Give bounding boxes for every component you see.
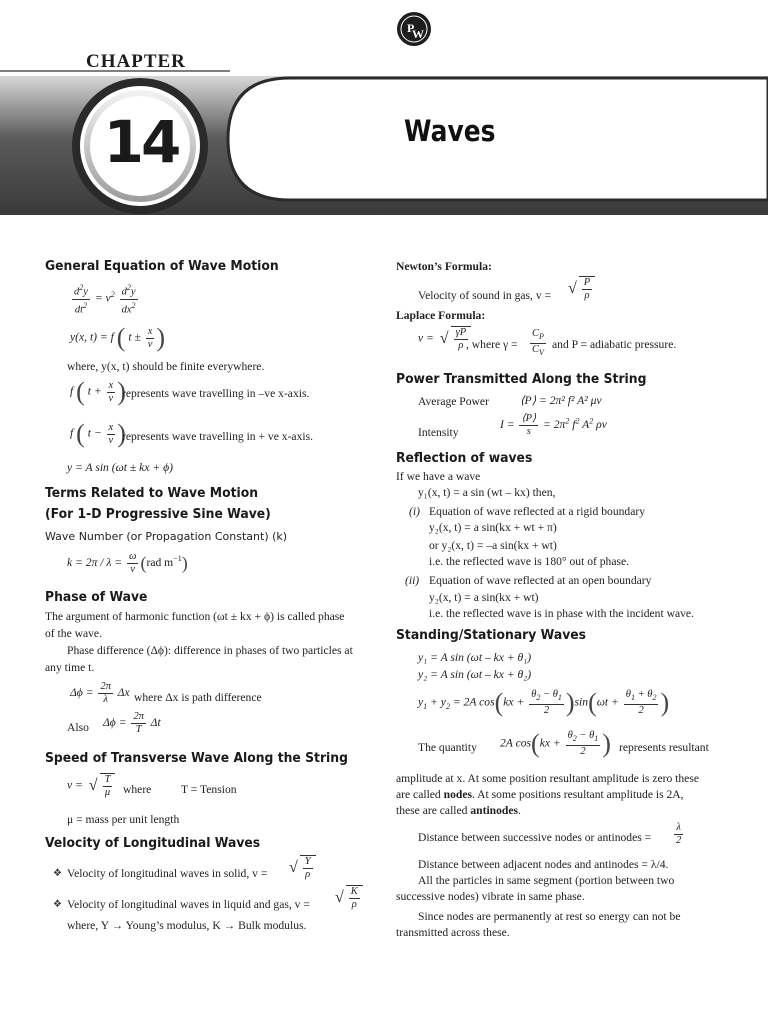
pw-logo-icon xyxy=(396,11,432,47)
text-tension: T = Tension xyxy=(181,783,237,796)
text-adiabatic: and P = adiabatic pressure. xyxy=(552,338,677,351)
text-phase-4: any time t. xyxy=(45,661,95,674)
text-reflect-4: y₂(x, t) = a sin(kx + wt + π) xyxy=(429,521,557,534)
text-path-difference: where Δx is path difference xyxy=(134,691,262,704)
label-wave-number: Wave Number (or Propagation Constant) (k) xyxy=(45,530,288,543)
equation-standing-1: y₁ = A sin (ωt – kx + θ₁) xyxy=(418,651,532,664)
text-reflect-6: i.e. the reflected wave is 180° out of phase. xyxy=(429,555,630,568)
equation-lambda-half: $\frac{\lambda}{2}$ xyxy=(676,822,682,846)
text-pos-direction: represents wave travelling in + ve x-axis. xyxy=(122,430,314,443)
label-average-power: Average Power xyxy=(418,395,489,408)
bullet-icon: ❖ xyxy=(53,899,62,910)
text-long-solid: Velocity of longitudinal waves in solid, v = xyxy=(67,867,268,880)
chapter-number: 14 xyxy=(103,108,179,176)
text-finite: where, y(x, t) should be finite everywhere. xyxy=(67,360,265,373)
text-reflect-9: i.e. the reflected wave is in phase with the incident wave. xyxy=(429,607,694,620)
text-long-liquid: Velocity of longitudinal waves in liquid and gas, v = xyxy=(67,898,310,911)
equation-average-power: ⟨P⟩ = 2π² f² A² μv xyxy=(520,394,602,407)
equation-intensity: I = $\frac{⟨P⟩}{s}$ = $2\pi^2$ $f^2$ $A^2$ ρv xyxy=(500,413,607,437)
text-mu: μ = mass per unit length xyxy=(67,813,180,826)
text-where: where xyxy=(123,783,152,796)
heading-reflection: Reflection of waves xyxy=(396,451,533,466)
equation-yxt: y(x, t) = f ( t ± $\frac{x}{v}$ ) xyxy=(70,323,166,352)
text-reflect-num-1: (i) xyxy=(409,505,420,518)
equation-quantity: 2A cos(kx + $\frac{\theta_2 - \theta_1}{2}$ ) xyxy=(500,729,611,758)
text-para-3: these are called antinodes. xyxy=(396,804,521,817)
text-distance-2: Distance between adjacent nodes and antinodes = λ/4. xyxy=(418,858,669,871)
equation-dphi-time: Δϕ = $\frac{2\pi}{T}$ Δt xyxy=(103,711,161,735)
text-quantity: The quantity xyxy=(418,741,477,754)
text-all-2: successive nodes) vibrate in same phase. xyxy=(396,890,585,903)
text-also: Also xyxy=(67,721,89,734)
svg-text:P: P xyxy=(407,21,415,35)
equation-dphi: Δϕ = $\frac{2\pi}{\lambda}$ Δx xyxy=(70,681,130,705)
equation-k: k = 2π / λ = $\frac{\omega}{v}$ (rad $m^{-1}$) xyxy=(67,551,188,575)
text-phase-2: of the wave. xyxy=(45,627,102,640)
text-para-1: amplitude at x. At some position resultant amplitude is zero these xyxy=(396,772,699,785)
equation-newton: √ $\frac{P}{\rho}$ xyxy=(565,276,595,302)
text-reflect-3: Equation of wave reflected at a rigid boundary xyxy=(429,505,646,518)
text-reflect-num-2: (ii) xyxy=(405,574,420,587)
equation-v-solid: √ $\frac{Y}{\rho}$ xyxy=(286,855,316,881)
heading-longitudinal: Velocity of Longitudinal Waves xyxy=(45,836,261,851)
text-phase-1: The argument of harmonic function (ωt ± kx + ϕ) is called phase xyxy=(45,610,345,623)
heading-power: Power Transmitted Along the String xyxy=(396,372,647,387)
text-reflect-7: Equation of wave reflected at an open boundary xyxy=(429,574,652,587)
text-reflect-2: y₁(x, t) = a sin (wt – kx) then, xyxy=(418,486,556,499)
text-since-1: Since nodes are permanently at rest so energy can not be xyxy=(418,910,681,923)
equation-f-plus: f ( t + $\frac{x}{v}$ ) xyxy=(70,377,126,406)
chapter-label: CHAPTER xyxy=(86,51,186,72)
text-newton: Velocity of sound in gas, v = xyxy=(418,289,552,302)
heading-transverse-speed: Speed of Transverse Wave Along the String xyxy=(45,751,348,766)
text-reflect-5: or y₂(x, t) = –a sin(kx + wt) xyxy=(429,539,557,552)
heading-standing: Standing/Stationary Waves xyxy=(396,628,587,643)
chapter-title: Waves xyxy=(404,114,496,148)
heading-terms: Terms Related to Wave Motion xyxy=(45,486,259,501)
svg-text:W: W xyxy=(412,27,424,41)
text-para-2: are called nodes. At some positions resultant amplitude is 2A, xyxy=(396,788,684,801)
text-reflect-1: If we have a wave xyxy=(396,470,481,483)
text-long-where: where, Y → Young’s modulus, K → Bulk modulus. xyxy=(67,919,307,932)
heading-general-equation: General Equation of Wave Motion xyxy=(45,259,279,274)
heading-phase: Phase of Wave xyxy=(45,590,148,605)
text-all-1: All the particles in same segment (portion between two xyxy=(418,874,675,887)
text-represents: represents resultant xyxy=(619,741,709,754)
label-intensity: Intensity xyxy=(418,426,459,439)
equation-v-liquid: √ $\frac{K}{\rho}$ xyxy=(332,885,363,911)
text-neg-direction: represents wave travelling in –ve x-axis. xyxy=(122,387,310,400)
equation-wave: $\frac{d^2y}{dt^2}$ = $v^2$ $\frac{d^2y}{dx^2}$ xyxy=(74,283,136,315)
equation-standing-sum: $y_1 + y_2 = 2A$ cos(kx + $\frac{\theta_2 - \theta_1}{2}$ )sin(ωt + $\frac{\theta_1 + \theta_2}{2}$ ) xyxy=(418,688,670,717)
heading-laplace: Laplace Formula: xyxy=(396,309,486,322)
text-since-2: transmitted across these. xyxy=(396,926,510,939)
heading-terms-sub: (For 1-D Progressive Sine Wave) xyxy=(45,507,271,522)
heading-newton: Newton’s Formula: xyxy=(396,260,492,273)
equation-standing-2: y₂ = A sin (ωt – kx + θ₂) xyxy=(418,668,532,681)
equation-v-string: v = √ $\frac{T}{\mu}$ xyxy=(67,773,115,799)
equation-f-minus: f ( t − $\frac{x}{v}$ ) xyxy=(70,419,126,448)
text-distance-1: Distance between successive nodes or antinodes = xyxy=(418,831,652,844)
text-phase-3: Phase difference (Δϕ): difference in phases of two particles at xyxy=(67,644,353,657)
equation-gamma: $\frac{C_P}{C_V}$ xyxy=(532,328,544,358)
text-reflect-8: y₂(x, t) = a sin(kx + wt) xyxy=(429,591,539,604)
equation-sine-wave: y = A sin (ωt ± kx + ϕ) xyxy=(67,461,173,474)
text-laplace-where: , where γ = xyxy=(466,338,518,351)
bullet-icon: ❖ xyxy=(53,868,62,879)
equation-laplace: v = √ $\frac{\gamma P}{\rho}$ xyxy=(418,326,471,352)
